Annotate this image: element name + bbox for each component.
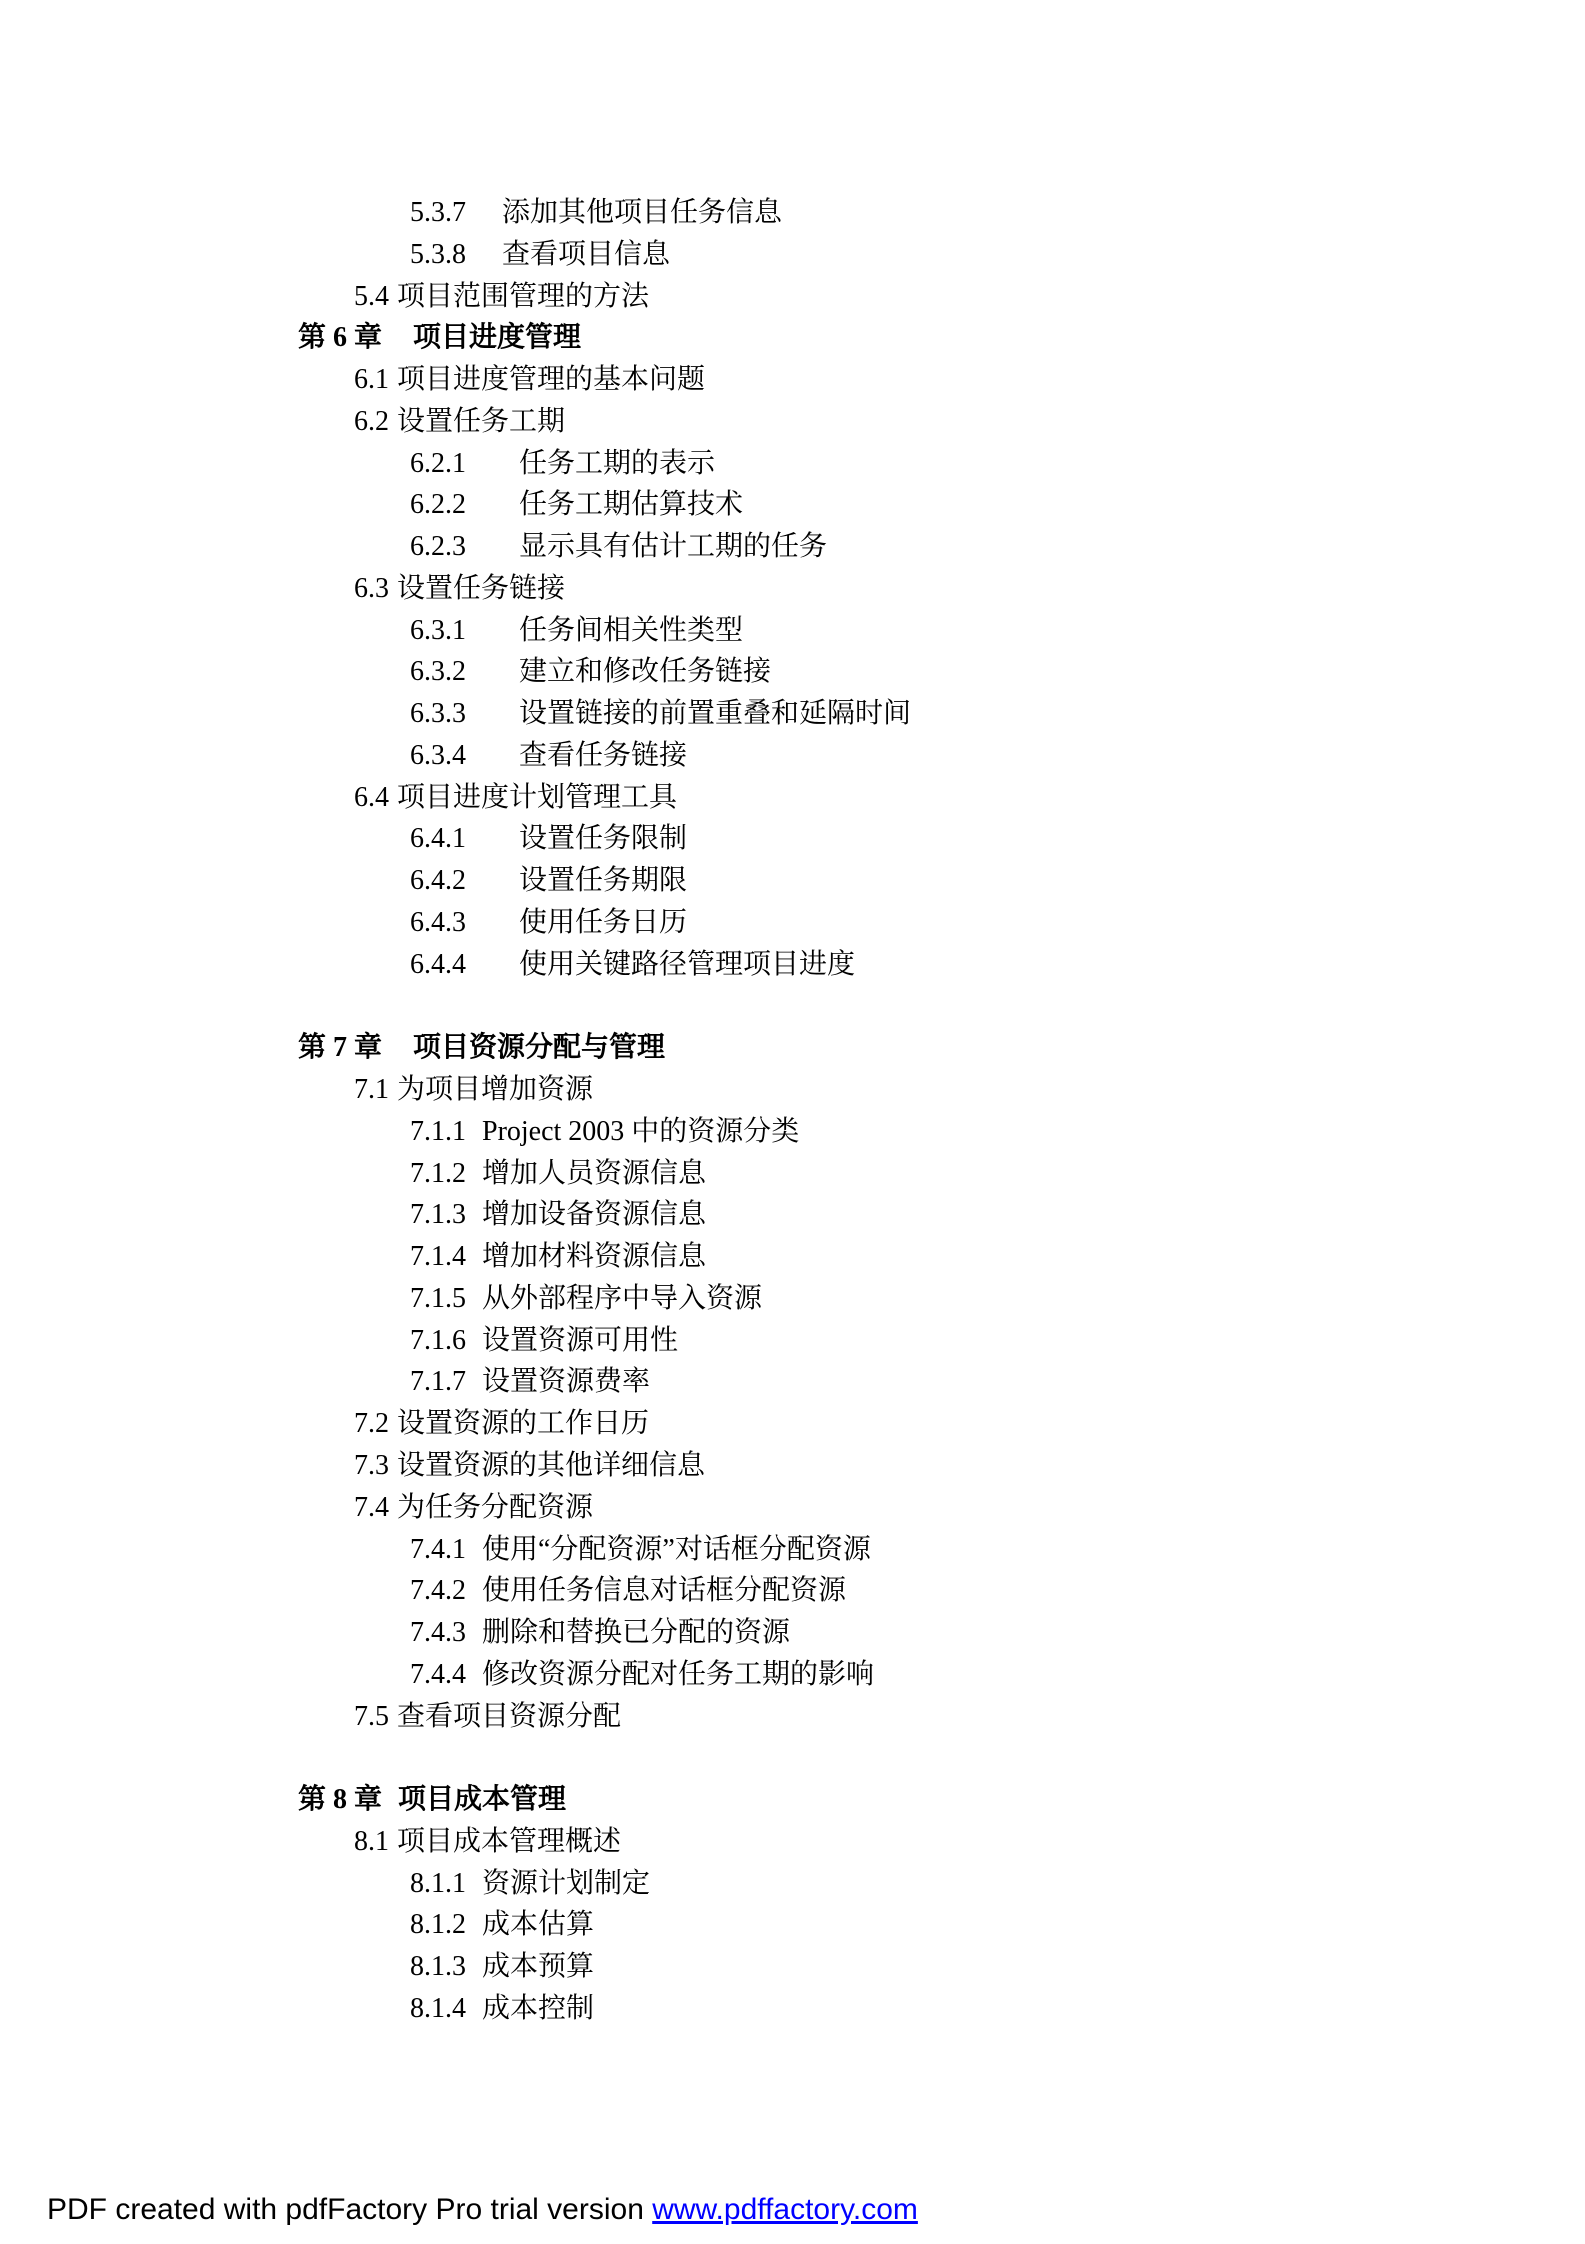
entry-title: 设置任务工期 xyxy=(397,405,566,437)
toc-section xyxy=(0,1069,1585,1111)
chapter-heading xyxy=(0,317,1585,359)
toc-subsection xyxy=(0,902,1585,944)
entry-title: 任务间相关性类型 xyxy=(519,614,744,646)
entry-number: 6.2.3 xyxy=(410,531,466,563)
toc-subsection xyxy=(0,1236,1585,1278)
toc-subsection xyxy=(0,234,1585,276)
entry-title: 资源计划制定 xyxy=(482,1867,651,1899)
toc-chapter-group xyxy=(0,1027,1585,1737)
entry-title: 删除和替换已分配的资源 xyxy=(482,1617,791,1649)
toc-subsection xyxy=(0,610,1585,652)
entry-number: 7.4.1 xyxy=(410,1533,466,1565)
entry-number: 7.1.5 xyxy=(410,1282,466,1314)
entry-title: 查看项目资源分配 xyxy=(397,1700,622,1732)
table-of-contents xyxy=(0,192,1585,2030)
toc-chapter-group xyxy=(0,1779,1585,2030)
entry-number: 7.1.6 xyxy=(410,1324,466,1356)
entry-title: 建立和修改任务链接 xyxy=(519,656,772,688)
toc-subsection xyxy=(0,1988,1585,2030)
entry-number: 6.2 xyxy=(354,405,389,437)
toc-chapter-group xyxy=(0,317,1585,985)
chapter-title: 项目成本管理 xyxy=(398,1784,567,1816)
entry-number: 7.4.3 xyxy=(410,1617,466,1649)
toc-section xyxy=(0,1821,1585,1863)
entry-title: 从外部程序中导入资源 xyxy=(482,1282,763,1314)
chapter-heading xyxy=(0,1027,1585,1069)
entry-number: 5.3.8 xyxy=(410,238,466,270)
entry-title: 使用任务信息对话框分配资源 xyxy=(482,1575,847,1607)
entry-number: 7.4 xyxy=(354,1491,389,1523)
toc-subsection xyxy=(0,1654,1585,1696)
entry-title: 任务工期的表示 xyxy=(519,447,716,479)
toc-section xyxy=(0,359,1585,401)
entry-title: 设置资源费率 xyxy=(482,1366,651,1398)
pdf-watermark-footer xyxy=(47,2190,918,2230)
toc-section xyxy=(0,1403,1585,1445)
entry-number: 6.3 xyxy=(354,572,389,604)
entry-title: 使用“分配资源”对话框分配资源 xyxy=(482,1533,871,1565)
toc-subsection xyxy=(0,1320,1585,1362)
entry-title: 项目进度管理的基本问题 xyxy=(397,364,706,396)
entry-title: 设置链接的前置重叠和延隔时间 xyxy=(519,698,912,730)
entry-number: 7.1.1 xyxy=(410,1115,466,1147)
footer-text: PDF created with pdfFactory Pro trial version xyxy=(47,2193,653,2226)
entry-number: 6.1 xyxy=(354,364,389,396)
toc-subsection xyxy=(0,526,1585,568)
toc-subsection xyxy=(0,1361,1585,1403)
toc-section xyxy=(0,1487,1585,1529)
toc-subsection xyxy=(0,1612,1585,1654)
toc-subsection xyxy=(0,818,1585,860)
entry-number: 8.1 xyxy=(354,1825,389,1857)
entry-number: 7.1.3 xyxy=(410,1199,466,1231)
toc-subsection xyxy=(0,693,1585,735)
entry-title: 项目进度计划管理工具 xyxy=(397,781,678,813)
toc-section xyxy=(0,401,1585,443)
toc-subsection xyxy=(0,651,1585,693)
entry-title: 任务工期估算技术 xyxy=(519,489,744,521)
entry-number: 8.1.1 xyxy=(410,1867,466,1899)
chapter-title: 项目进度管理 xyxy=(413,322,582,354)
entry-title: 为项目增加资源 xyxy=(397,1074,594,1106)
entry-number: 6.4.3 xyxy=(410,907,466,939)
toc-section xyxy=(0,1696,1585,1738)
entry-title: 设置资源的工作日历 xyxy=(397,1408,650,1440)
entry-title: 设置任务期限 xyxy=(519,865,688,897)
toc-subsection xyxy=(0,944,1585,986)
entry-number: 7.4.2 xyxy=(410,1575,466,1607)
toc-section xyxy=(0,276,1585,318)
entry-number: 7.1.4 xyxy=(410,1241,466,1273)
entry-number: 6.4.4 xyxy=(410,948,466,980)
entry-number: 7.4.4 xyxy=(410,1658,466,1690)
toc-section xyxy=(0,568,1585,610)
entry-number: 5.3.7 xyxy=(410,197,466,228)
chapter-number: 第 7 章 xyxy=(298,1032,383,1064)
chapter-title: 项目资源分配与管理 xyxy=(413,1032,666,1064)
chapter-number: 第 6 章 xyxy=(298,322,383,354)
toc-subsection xyxy=(0,1904,1585,1946)
entry-title: 增加设备资源信息 xyxy=(482,1199,707,1231)
toc-subsection xyxy=(0,1111,1585,1153)
entry-title: 设置资源的其他详细信息 xyxy=(397,1449,706,1481)
entry-number: 6.4 xyxy=(354,781,389,813)
toc-subsection xyxy=(0,1863,1585,1905)
entry-title: 显示具有估计工期的任务 xyxy=(519,531,828,563)
entry-number: 6.3.4 xyxy=(410,739,466,771)
entry-title: 设置任务限制 xyxy=(519,823,688,855)
entry-number: 7.1.7 xyxy=(410,1366,466,1398)
entry-title: 修改资源分配对任务工期的影响 xyxy=(482,1658,875,1690)
entry-title: 为任务分配资源 xyxy=(397,1491,594,1523)
entry-title: 查看任务链接 xyxy=(519,739,688,771)
entry-number: 5.4 xyxy=(354,280,389,312)
footer-link[interactable]: www.pdffactory.com xyxy=(652,2193,918,2226)
toc-chapter-group xyxy=(0,192,1585,317)
entry-number: 7.1.2 xyxy=(410,1157,466,1189)
entry-number: 6.3.1 xyxy=(410,614,466,646)
toc-subsection xyxy=(0,735,1585,777)
entry-title: 使用关键路径管理项目进度 xyxy=(519,948,856,980)
entry-title: 增加人员资源信息 xyxy=(482,1157,707,1189)
entry-title: 项目范围管理的方法 xyxy=(397,280,650,312)
entry-title: 成本控制 xyxy=(482,1992,595,2024)
chapter-number: 第 8 章 xyxy=(298,1784,383,1816)
entry-number: 6.2.2 xyxy=(410,489,466,521)
toc-subsection xyxy=(0,192,1585,234)
entry-title: 项目成本管理概述 xyxy=(397,1825,622,1857)
toc-subsection xyxy=(0,484,1585,526)
entry-title: 增加材料资源信息 xyxy=(482,1241,707,1273)
toc-subsection xyxy=(0,1570,1585,1612)
entry-number: 7.3 xyxy=(354,1449,389,1481)
toc-section xyxy=(0,1445,1585,1487)
entry-number: 7.5 xyxy=(354,1700,389,1732)
entry-title: 使用任务日历 xyxy=(519,907,688,939)
entry-number: 6.3.3 xyxy=(410,698,466,730)
toc-subsection xyxy=(0,1194,1585,1236)
entry-number: 8.1.2 xyxy=(410,1909,466,1941)
entry-title: 成本预算 xyxy=(482,1951,595,1983)
entry-title: 设置资源可用性 xyxy=(482,1324,679,1356)
toc-subsection xyxy=(0,1529,1585,1571)
entry-title: 添加其他项目任务信息 xyxy=(502,197,783,228)
chapter-heading xyxy=(0,1779,1585,1821)
entry-number: 7.2 xyxy=(354,1408,389,1440)
entry-title: Project 2003 中的资源分类 xyxy=(482,1115,800,1147)
toc-subsection xyxy=(0,443,1585,485)
toc-subsection xyxy=(0,1153,1585,1195)
entry-title: 查看项目信息 xyxy=(502,238,671,270)
entry-number: 8.1.3 xyxy=(410,1951,466,1983)
entry-number: 6.3.2 xyxy=(410,656,466,688)
entry-number: 6.4.2 xyxy=(410,865,466,897)
toc-subsection xyxy=(0,1278,1585,1320)
toc-subsection xyxy=(0,1946,1585,1988)
entry-number: 6.2.1 xyxy=(410,447,466,479)
entry-number: 7.1 xyxy=(354,1074,389,1106)
entry-number: 8.1.4 xyxy=(410,1992,466,2024)
entry-title: 成本估算 xyxy=(482,1909,595,1941)
entry-title: 设置任务链接 xyxy=(397,572,566,604)
toc-section xyxy=(0,777,1585,819)
toc-subsection xyxy=(0,860,1585,902)
entry-number: 6.4.1 xyxy=(410,823,466,855)
